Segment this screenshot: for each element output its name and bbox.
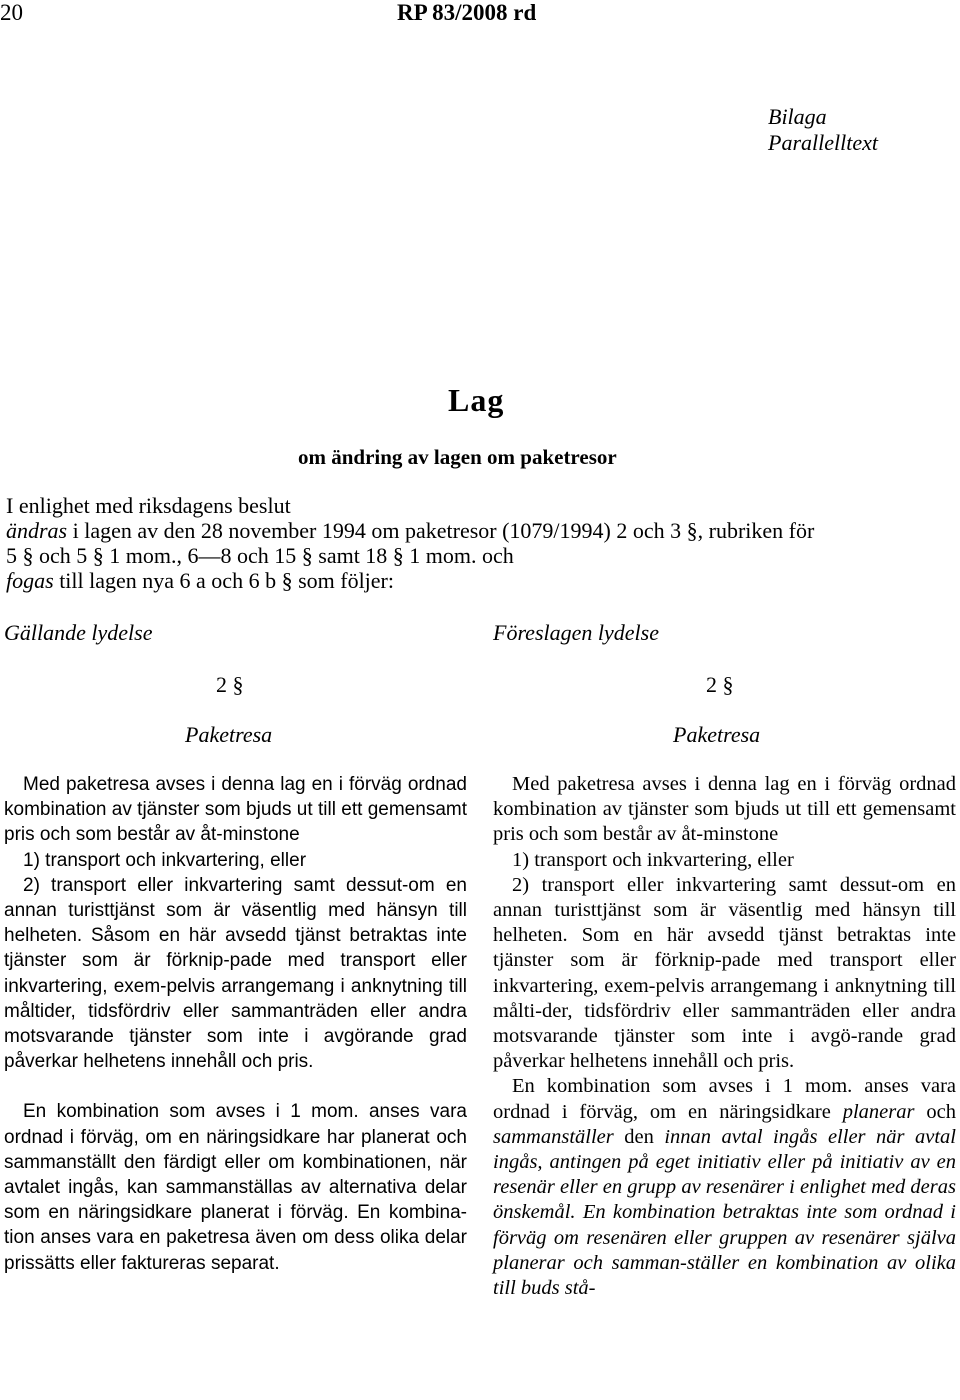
right-p4-italic-assembles: sammanställer bbox=[493, 1125, 614, 1148]
right-section-number: 2 § bbox=[706, 672, 734, 697]
enactment-clause bbox=[6, 493, 956, 593]
left-paragraph-2: 1) transport och inkvartering, eller bbox=[23, 849, 307, 871]
intro-line-2-text: i lagen av den 28 november 1994 om paketresor (1079/1994) 2 och 3 §, rubriken för bbox=[67, 518, 815, 543]
law-title: Lag bbox=[448, 382, 505, 418]
right-p4-text-c: och bbox=[914, 1100, 956, 1123]
right-paragraph-3: 2) transport eller inkvartering samt dessut-om en annan turisttjänst som är väsentlig med hänsyn till helheten. Som en här avsedd tjänst betraktas inte tjänster som är förknip-pade med transport eller inkvartering, exem-pelvis arrangemang i anknytning till målti-der, tidsfördriv eller sammanträden eller andra motsvarande tjänster som inte i avgö-rande grad påverkar helhetens innehåll och pris. bbox=[493, 873, 956, 1073]
law-subtitle: om ändring av lagen om paketresor bbox=[298, 445, 617, 469]
right-p4-italic-plans: planerar bbox=[842, 1100, 915, 1123]
appendix-label bbox=[768, 104, 878, 156]
intro-line-4-text: till lagen nya 6 a och 6 b § som följer: bbox=[53, 568, 394, 593]
page-number: 20 bbox=[0, 0, 23, 25]
left-section-number: 2 § bbox=[216, 672, 244, 697]
appendix-line-1: Bilaga bbox=[768, 104, 827, 129]
intro-line-4 bbox=[6, 568, 956, 593]
appendix-line-2: Parallelltext bbox=[768, 130, 878, 155]
right-p4-text-a: En kombination som avses i 1 mom. anses vara ordnad i förväg, om en näringsidkare bbox=[493, 1075, 956, 1123]
right-p4-italic-amendment: innan avtal ingås eller när avtal ingås, antingen på eget initiativ eller på initiativ av en resenär eller en grupp av resenärer i enlighet med deras önskemål. En kombination betraktas inte som ordnad i förväg om resenären eller gruppen av resenärer själva planerar och samman-ställer en kombination av olika till buds stå- bbox=[493, 1125, 956, 1300]
intro-line-1: I enlighet med riksdagens beslut bbox=[6, 493, 291, 518]
intro-line-2 bbox=[6, 518, 956, 543]
proposed-wording-text bbox=[493, 772, 956, 1301]
right-section-title: Paketresa bbox=[673, 722, 761, 747]
right-paragraph-1: Med paketresa avses i denna lag en i förväg ordnad kombination av tjänster som bjuds ut till ett gemensamt pris och som består av åt-minstone bbox=[493, 773, 956, 846]
right-p4-text-e: den bbox=[613, 1125, 665, 1148]
left-paragraph-4: En kombination som avses i 1 mom. anses vara ordnad i förväg, om en näringsidkare har planerat och sammanställt den färdigt eller om kombinationen, när avtalet ingås, kan sammanställas av alternativa delar som en näringsidkare planerat i förväg. En kombina-tion anses vara en paketresa även om dess olika delar prissätts eller faktureras separat. bbox=[4, 1101, 467, 1274]
left-paragraph-1: Med paketresa avses i denna lag en i förväg ordnad kombination av tjänster som bjuds ut till ett gemensamt pris och som består av åt-minstone bbox=[4, 774, 467, 846]
intro-line-3: 5 § och 5 § 1 mom., 6—8 och 15 § samt 18 § 1 mom. och bbox=[6, 543, 514, 568]
intro-amend-keyword: ändras bbox=[6, 518, 68, 543]
current-wording-heading: Gällande lydelse bbox=[4, 620, 153, 645]
proposed-wording-heading: Föreslagen lydelse bbox=[493, 620, 659, 645]
right-paragraph-2: 1) transport och inkvartering, eller bbox=[512, 848, 794, 871]
left-section-title: Paketresa bbox=[185, 722, 273, 747]
current-wording-text bbox=[4, 772, 467, 1276]
left-paragraph-3: 2) transport eller inkvartering samt dessut-om en annan turisttjänst som är väsentlig med hänsyn till helheten. Såsom en här avsedd tjänst betraktas inte tjänster som är förknip-pade med transport eller inkvartering, exem-pelvis arrangemang i anknytning till måltider, tidsfördriv eller sammanträden eller andra motsvarande tjänster som inte i avgörande grad påverkar helhetens innehåll och pris. bbox=[4, 874, 467, 1073]
right-paragraph-4 bbox=[493, 1074, 956, 1301]
intro-add-keyword: fogas bbox=[6, 568, 54, 593]
document-reference: RP 83/2008 rd bbox=[397, 0, 537, 25]
